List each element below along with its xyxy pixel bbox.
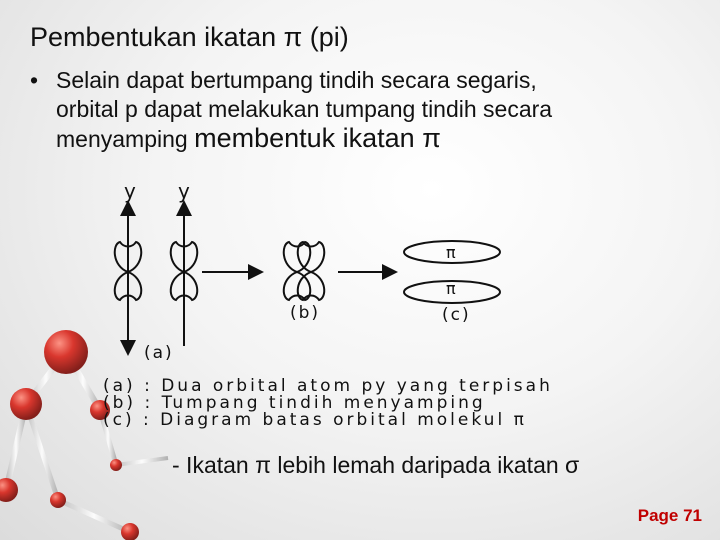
caption-list (103, 378, 553, 429)
pi-label-upper: π (446, 243, 456, 262)
bullet-line-3-small: menyamping (56, 126, 195, 152)
overlapping-orbitals (284, 242, 325, 300)
label-b: (b) (290, 303, 321, 323)
caption-c: (c) : Diagram batas orbital molekul π (103, 410, 527, 430)
label-a: (a) (144, 343, 174, 363)
label-c: (c) (442, 305, 471, 325)
pi-sigma-note: - Ikatan π lebih lemah daripada ikatan σ (172, 452, 580, 478)
y-axis-label-1: y (124, 179, 136, 203)
caption-b: (b) : Tumpang tindih menyamping (103, 393, 486, 413)
bullet-dot: • (30, 67, 39, 93)
caption-a: (a) : Dua orbital atom py yang terpisah (103, 376, 553, 396)
pi-label-lower: π (446, 279, 456, 298)
slide-title: Pembentukan ikatan π (pi) (30, 22, 349, 52)
y-axis-label-2: y (178, 179, 190, 203)
bullet-text (56, 66, 696, 154)
bullet-line-2: orbital p dapat melakukan tumpang tindih secara (56, 96, 553, 122)
bullet-line-3 (56, 124, 696, 154)
bullet-line-3-large: membentuk ikatan π (194, 123, 441, 153)
bullet-line-1: Selain dapat bertumpang tindih secara segaris, (56, 67, 537, 93)
page-number: Page 71 (637, 506, 702, 525)
